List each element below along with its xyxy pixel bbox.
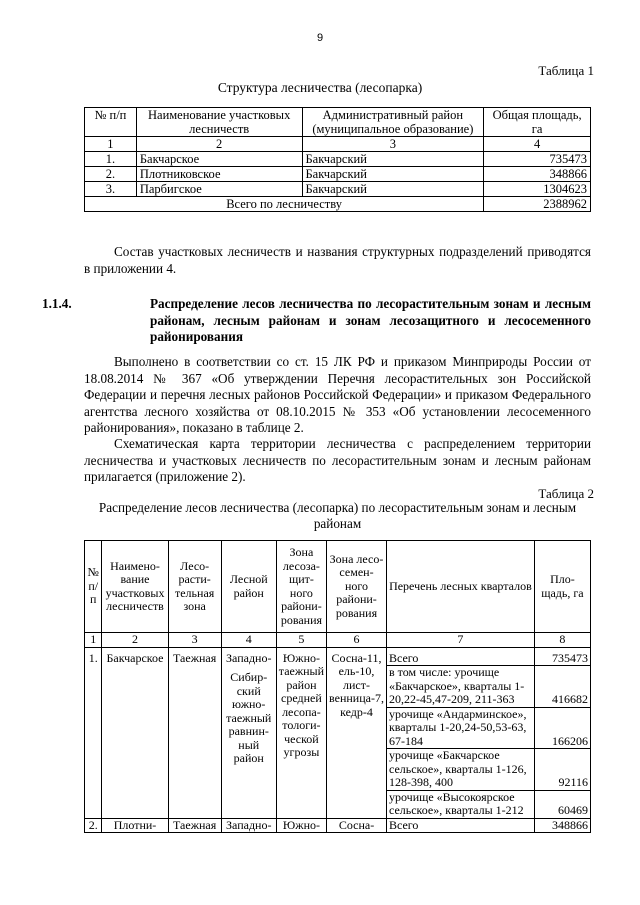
table2-header: Пло-щадь, га [534, 541, 590, 633]
table2-caption: Распределение лесов лесничества (лесопарка) по лесорастительным зонам и лесным районам [98, 500, 577, 531]
seed-zone: Сосна- [327, 818, 387, 833]
table-row [85, 152, 591, 167]
quarter-list-entry: в том числе: урочище «Бакчарское», кварталы 1-20,22-45,47-209, 211-363 [386, 666, 534, 708]
table2-colnum-row [85, 633, 591, 648]
section-heading [42, 296, 591, 346]
paragraph-subdivisions: Состав участковых лесничеств и названия структурных подразделений приводятся в приложении 4. [84, 244, 591, 276]
col-number: 7 [386, 633, 534, 648]
table2-header: Лесной район [221, 541, 276, 633]
table1-header: № п/п [85, 108, 137, 137]
row-num: 2. [85, 167, 137, 182]
quarter-list-entry: урочище «Бакчарское сельское», кварталы 1-126, 128-398, 400 [386, 749, 534, 791]
seed-zone: Сосна-11, ель-10, лист-венница-7, кедр-4 [327, 647, 387, 818]
col-number: 2 [136, 137, 302, 152]
area-value: 735473 [484, 152, 591, 167]
section-number: 1.1.4. [42, 296, 72, 311]
forest-distribution-table [84, 540, 591, 833]
forest-district-top: Западно- [226, 650, 272, 665]
forest-district-rest: Сибир-ский южно-таежный равнин-ный район [226, 670, 272, 765]
table-row [85, 182, 591, 197]
col-number: 3 [168, 633, 221, 648]
protection-zone: Южно-таежный район средней лесопа-тологи-ческой угрозы [276, 647, 326, 818]
table1-total-row [85, 197, 591, 212]
total-value: 2388962 [484, 197, 591, 212]
col-number: 3 [302, 137, 484, 152]
table-row [85, 818, 591, 833]
forestry-name: Бакчарское [136, 152, 302, 167]
forest-zone: Таежная [168, 647, 221, 818]
paragraph-map: Схематическая карта территории лесничества с распределением территории лесничества и участковых лесничеств по лесорастительным зонам и лесным районам прилагается (приложение 2). [84, 436, 591, 485]
col-number: 1 [85, 137, 137, 152]
col-number: 8 [534, 633, 590, 648]
area-value: 166206 [534, 707, 590, 749]
col-number: 6 [327, 633, 387, 648]
table2-header: Зона лесоза-щит-ного райони-рования [276, 541, 326, 633]
table2-header: Наимено-вание участковых лесничеств [102, 541, 168, 633]
area-value: 1304623 [484, 182, 591, 197]
admin-district: Бакчарский [302, 152, 484, 167]
page-number: 9 [316, 32, 324, 44]
row-num: 1. [85, 647, 102, 818]
table1-header-row [85, 108, 591, 137]
col-number: 5 [276, 633, 326, 648]
table2-header-row [85, 541, 591, 633]
table1-header: Общая площадь, га [484, 108, 591, 137]
table2-header: Перечень лесных кварталов [386, 541, 534, 633]
table-row [85, 647, 591, 666]
forestry-name: Парбигское [136, 182, 302, 197]
protection-zone: Южно- [276, 818, 326, 833]
section-title: Распределение лесов лесничества по лесорастительным зонам и лесным районам, лесным районам и зонам лесозащитного и лесосеменного районирования [150, 296, 591, 344]
row-num: 2. [85, 818, 102, 833]
forestry-name: Плотниковское [136, 167, 302, 182]
row-num: 3. [85, 182, 137, 197]
area-value: 60469 [534, 790, 590, 818]
forestry-structure-table [84, 107, 591, 212]
col-number: 4 [484, 137, 591, 152]
area-value: 735473 [534, 647, 590, 666]
row-num: 1. [85, 152, 137, 167]
admin-district: Бакчарский [302, 182, 484, 197]
quarter-list-entry: урочище «Андарминское», кварталы 1-20,24-50,53-63, 67-184 [386, 707, 534, 749]
table2-header: Зона лесо-семен-ного райони-рования [327, 541, 387, 633]
paragraph-legal-basis: Выполнено в соответствии со ст. 15 ЛК РФ и приказом Минприроды России от 18.08.2014 № 367 «Об утверждении Перечня лесорастительных зон Российской Федерации и перечня лесных районов Российской Федерации» и приказом Федерального агентства лесного хозяйства от 08.10.2015 № 353 «Об установлении лесосеменного районирования», показано в таблице 2. [84, 354, 591, 436]
table1-caption: Структура лесничества (лесопарка) [217, 80, 423, 95]
forestry-name: Бакчарское [102, 647, 168, 818]
table-row [85, 167, 591, 182]
table1-colnum-row [85, 137, 591, 152]
forestry-name: Плотни- [102, 818, 168, 833]
forest-zone: Таежная [168, 818, 221, 833]
quarter-list-entry: Всего [386, 647, 534, 666]
forest-district: Западно- [221, 818, 276, 833]
admin-district: Бакчарский [302, 167, 484, 182]
table2-header: Лесо-расти-тельная зона [168, 541, 221, 633]
col-number: 4 [221, 633, 276, 648]
total-label: Всего по лесничеству [85, 197, 484, 212]
area-value: 92116 [534, 749, 590, 791]
quarter-list-entry: урочище «Высокоярское сельское», кварталы 1-212 [386, 790, 534, 818]
table2-header: № п/п [85, 541, 102, 633]
area-value: 416682 [534, 666, 590, 708]
table1-header: Наименование участковых лесничеств [136, 108, 302, 137]
area-value: 348866 [484, 167, 591, 182]
col-number: 2 [102, 633, 168, 648]
quarter-list-entry: Всего [386, 818, 534, 833]
table1-header: Административный район (муниципальное образование) [302, 108, 484, 137]
table1-label: Таблица 1 [538, 63, 594, 78]
area-value: 348866 [534, 818, 590, 833]
col-number: 1 [85, 633, 102, 648]
table2-label: Таблица 2 [538, 486, 594, 501]
forest-district [221, 647, 276, 818]
